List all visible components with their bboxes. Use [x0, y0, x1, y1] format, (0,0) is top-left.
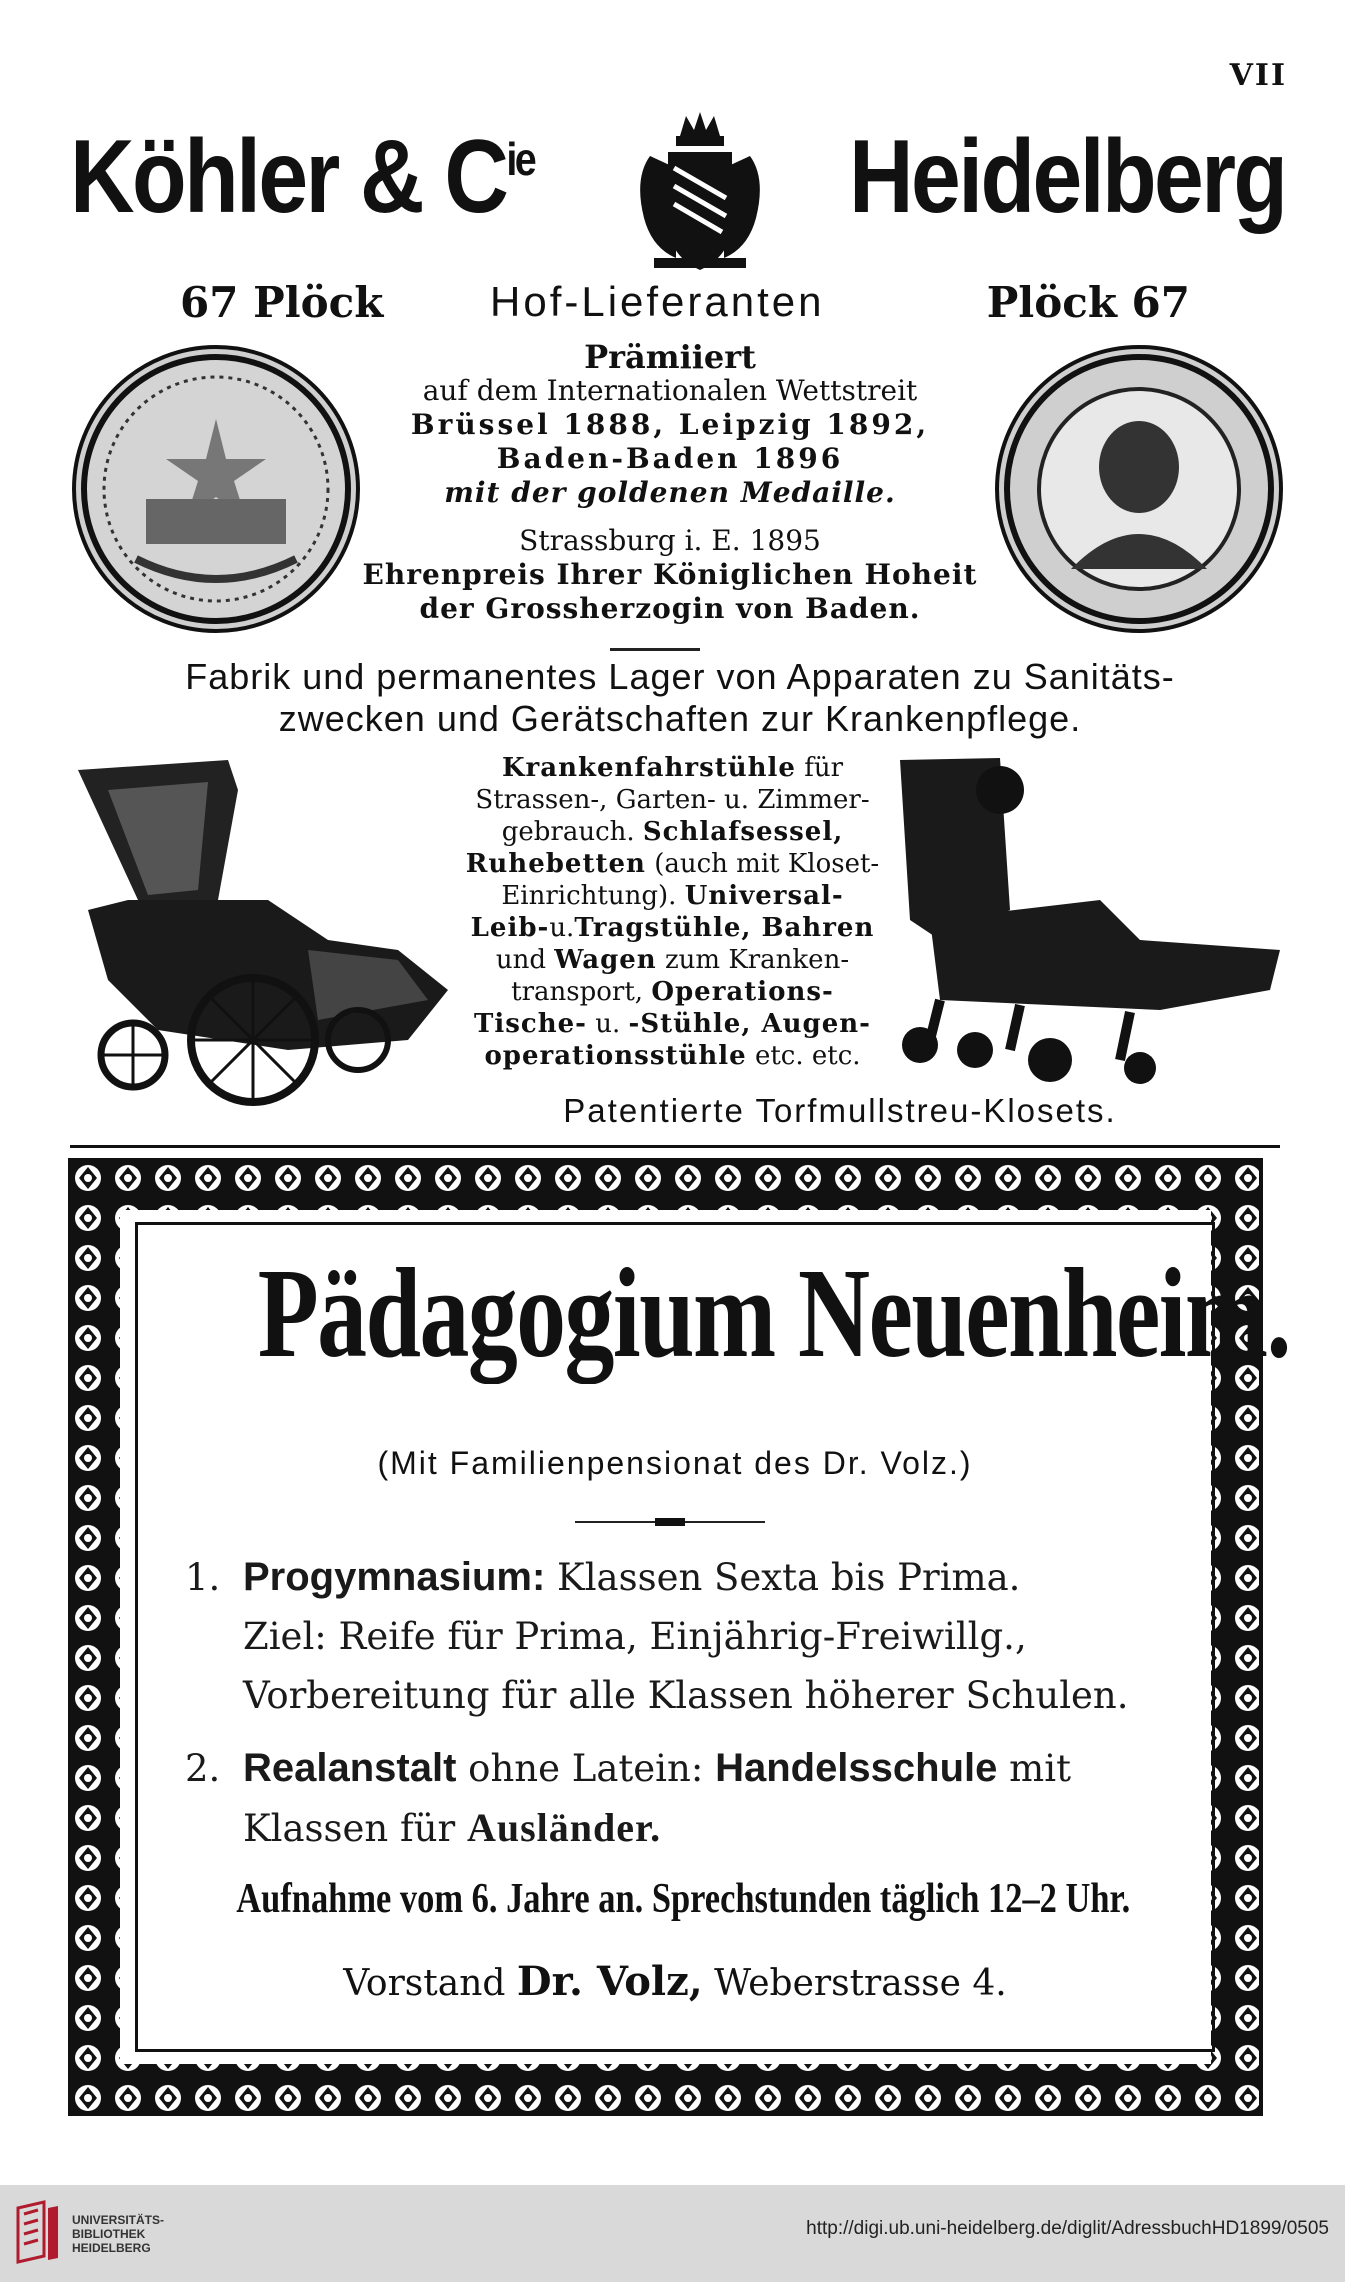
- award-text: [330, 340, 1010, 626]
- product-line: und Wagen zum Kranken-: [495, 945, 850, 975]
- award-line: mit der goldenen Medaille.: [444, 476, 896, 509]
- prize-line: der Grossherzogin von Baden.: [419, 592, 921, 625]
- list-item: 1. Progymnasium: Klassen Sexta bis Prima. Ziel: Reife für Prima, Einjährig-Freiwillg., Vorbereitung für alle Klassen höherer Schulen.: [185, 1555, 1129, 1717]
- company-city: Heidelberg: [848, 119, 1285, 235]
- school-title: Pädagogium Neuenheim.: [257, 1242, 1290, 1384]
- medal-icon: [72, 345, 360, 633]
- company-header: [70, 108, 1285, 278]
- factory-line: zwecken und Gerätschaften zur Krankenpflege.: [278, 698, 1082, 739]
- company-name: Köhler & $C^{ie}$: [70, 119, 535, 235]
- program-list: [185, 1548, 1185, 1858]
- source-url[interactable]: http://digi.ub.uni-heidelberg.de/diglit/AdressbuchHD1899/0505: [806, 2218, 1329, 2239]
- award-title: Prämiiert: [584, 338, 756, 376]
- prize-line: Ehrenpreis Ihrer Königlichen Hoheit: [362, 558, 978, 591]
- award-line: Brüssel 1888, Leipzig 1892,: [410, 408, 930, 441]
- patent-line: Patentierte Torfmullstreu-Klosets.: [563, 1092, 1117, 1129]
- award-line: auf dem Internationalen Wettstreit: [422, 374, 918, 407]
- product-line: operationsstühle etc. etc.: [484, 1041, 861, 1071]
- program-name: Progymnasium:: [243, 1555, 546, 1599]
- address-left: 67 Plöck: [180, 278, 384, 327]
- library-name: UNIVERSITÄTS- BIBLIOTHEK HEIDELBERG: [72, 2213, 165, 2255]
- portrait-medal-icon: [995, 345, 1283, 633]
- program-name: Realanstalt: [243, 1746, 457, 1790]
- product-line: Einrichtung). Universal-: [501, 881, 844, 911]
- product-line: Leib-u.Tragstühle, Bahren: [470, 913, 875, 943]
- director-text: Vorstand Dr. Volz, Weberstrasse 4.: [343, 1958, 1007, 2005]
- list-item: 2. Realanstalt ohne Latein: Handelsschule mit Klassen für Ausländer.: [185, 1746, 1071, 1850]
- wheelchair-carriage-icon: [68, 750, 463, 1120]
- prize-line: Strassburg i. E. 1895: [519, 524, 821, 557]
- page-number: VII: [1229, 58, 1287, 93]
- product-line: gebrauch. Schlafsessel,: [501, 817, 844, 847]
- reclining-chair-icon: [880, 750, 1285, 1090]
- coat-of-arms-icon: [630, 108, 770, 278]
- product-list: [460, 752, 885, 1072]
- product-line: transport, Operations-: [511, 977, 834, 1007]
- factory-text: [80, 656, 1280, 740]
- address-right: Plöck 67: [986, 278, 1190, 327]
- address-row: [180, 278, 1190, 338]
- library-logo-icon: [14, 2200, 62, 2264]
- product-line: Krankenfahrstühle für: [501, 753, 844, 783]
- supplier-label: Hof-Lieferanten: [490, 278, 825, 325]
- product-line: Strassen-, Garten- u. Zimmer-: [475, 785, 870, 815]
- school-subtitle: (Mit Familienpensionat des Dr. Volz.): [377, 1445, 973, 1481]
- product-line: Tische- u. -Stühle, Augen-: [474, 1009, 871, 1039]
- factory-line: Fabrik und permanentes Lager von Apparaten zu Sanitäts-: [185, 656, 1175, 697]
- award-line: Baden-Baden 1896: [496, 442, 844, 475]
- product-line: Ruhebetten (auch mit Kloset-: [465, 849, 880, 879]
- ornament-divider: [575, 1518, 765, 1526]
- admission-text: Aufnahme vom 6. Jahre an. Sprechstunden täglich 12–2 Uhr.: [236, 1876, 1131, 1922]
- section-divider: [70, 1145, 1280, 1148]
- divider: [610, 648, 700, 651]
